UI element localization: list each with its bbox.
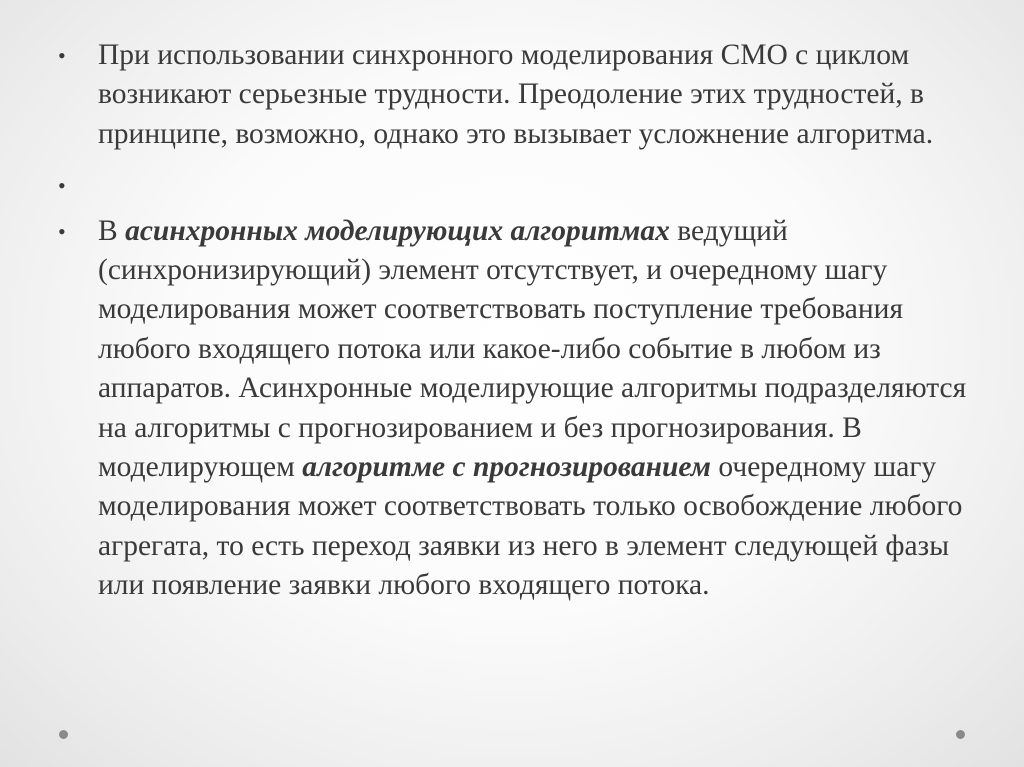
bullet-text-middle: ведущий (синхронизирующий) элемент отсутствует, и очередному шагу моделирования может соответствовать поступление требования любого входящего потока или какое-либо событие в любом из аппаратов. Асинхронные моделирующие алгоритмы подразделяются на алгоритмы с прогнозированием и без прогнозирования. В моделирующем xyxy=(98,214,967,484)
corner-dot-left-icon xyxy=(59,730,68,739)
bullet-dot-icon: • xyxy=(58,43,66,68)
emphasis-algorithm-with-prediction: алгоритме с прогнозированием xyxy=(302,451,711,484)
corner-dot-right-icon xyxy=(956,730,965,739)
bullet-item-3 xyxy=(58,212,988,606)
bullet-text-suffix: очередному шагу моделирования может соответствовать только освобождение любого агрегата, то есть переход заявки из него в элемент следующей фазы или появление заявки любого входящего потока. xyxy=(98,451,963,602)
bullet-dot-icon: • xyxy=(58,218,66,244)
bullet-text-prefix: В xyxy=(98,214,126,247)
emphasis-asynchronous-algorithms: асинхронных моделирующих алгоритмах xyxy=(125,214,670,247)
bullet-item-1 xyxy=(58,36,988,154)
bullet-text: При использовании синхронного моделирования СМО с циклом возникают серьезные трудности. Преодоление этих трудностей, в принципе, возможно, однако это вызывает усложнение алгоритма. xyxy=(98,39,934,150)
bullet-list xyxy=(58,36,988,606)
bullet-dot-icon: • xyxy=(58,173,66,199)
bullet-item-2-empty xyxy=(58,166,988,205)
